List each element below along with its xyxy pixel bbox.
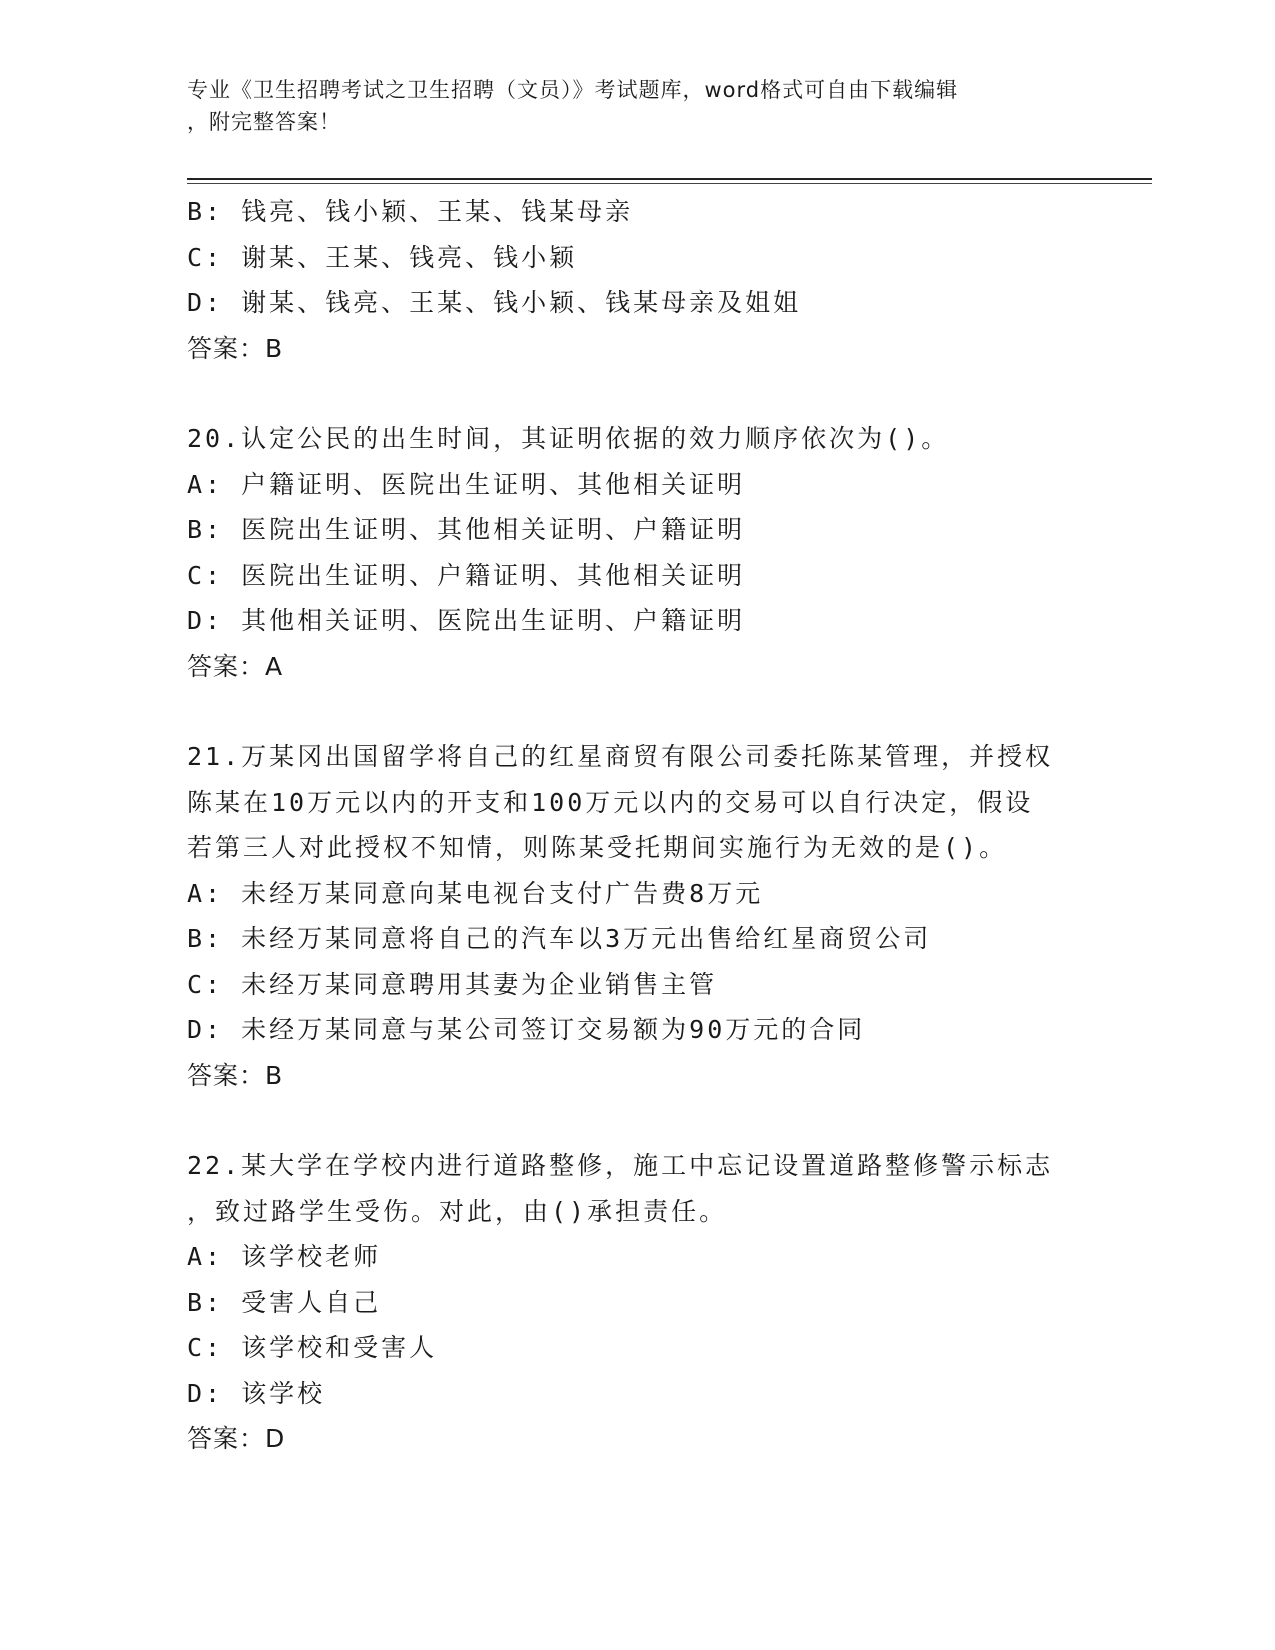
question-20 <box>187 416 1087 689</box>
spacer <box>187 371 1087 416</box>
header-line-1: 专业《卫生招聘考试之卫生招聘（文员）》考试题库，word格式可自由下载编辑 <box>187 78 959 102</box>
question-stem-line: 陈某在10万元以内的开支和100万元以内的交易可以自行决定，假设 <box>187 787 1034 817</box>
spacer <box>187 1098 1087 1143</box>
option-c: C: 该学校和受害人 <box>187 1333 438 1362</box>
question-19-continued <box>187 189 1087 371</box>
option-a: A: 该学校老师 <box>187 1242 382 1271</box>
answer: 答案：B <box>187 333 284 363</box>
question-stem-line: ，致过路学生受伤。对此，由()承担责任。 <box>187 1196 728 1226</box>
question-stem-line: 若第三人对此授权不知情，则陈某受托期间实施行为无效的是()。 <box>187 833 1008 862</box>
header-line-2: ，附完整答案！ <box>187 110 341 134</box>
option-a: A: 未经万某同意向某电视台支付广告费8万元 <box>187 878 764 908</box>
option-b: B: 受害人自己 <box>187 1287 382 1317</box>
document-header <box>187 74 1067 138</box>
question-stem-line: 21.万某冈出国留学将自己的红星商贸有限公司委托陈某管理，并授权 <box>187 742 1054 771</box>
question-22 <box>187 1143 1087 1462</box>
question-list <box>187 189 1087 1462</box>
answer: 答案：B <box>187 1060 284 1090</box>
option-a: A: 户籍证明、医院出生证明、其他相关证明 <box>187 469 746 499</box>
header-rule-thick <box>187 178 1152 180</box>
answer: 答案：A <box>187 651 284 681</box>
question-21 <box>187 734 1087 1098</box>
header-rule-thin <box>187 183 1152 184</box>
option-d: D: 未经万某同意与某公司签订交易额为90万元的合同 <box>187 1015 866 1044</box>
option-d: D: 谢某、钱亮、王某、钱小颖、钱某母亲及姐姐 <box>187 288 802 317</box>
option-b: B: 钱亮、钱小颖、王某、钱某母亲 <box>187 197 634 226</box>
option-b: B: 医院出生证明、其他相关证明、户籍证明 <box>187 515 746 544</box>
option-c: C: 谢某、王某、钱亮、钱小颖 <box>187 242 578 272</box>
option-d: D: 该学校 <box>187 1378 326 1408</box>
option-b: B: 未经万某同意将自己的汽车以3万元出售给红星商贸公司 <box>187 924 932 953</box>
question-stem: 20.认定公民的出生时间，其证明依据的效力顺序依次为()。 <box>187 424 950 453</box>
option-c: C: 医院出生证明、户籍证明、其他相关证明 <box>187 560 746 590</box>
answer: 答案：D <box>187 1424 286 1453</box>
question-stem-line: 22.某大学在学校内进行道路整修，施工中忘记设置道路整修警示标志 <box>187 1151 1054 1180</box>
option-c: C: 未经万某同意聘用其妻为企业销售主管 <box>187 969 718 999</box>
option-d: D: 其他相关证明、医院出生证明、户籍证明 <box>187 606 746 635</box>
spacer <box>187 689 1087 734</box>
